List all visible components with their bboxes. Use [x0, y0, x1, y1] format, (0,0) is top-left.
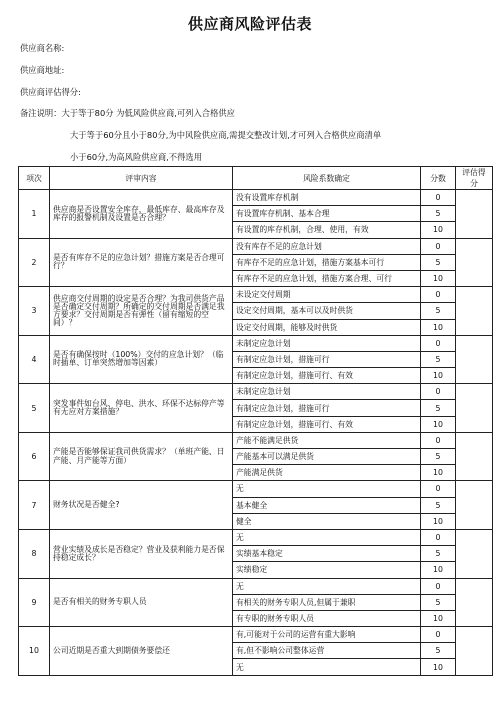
criterion-score: 5 [421, 594, 456, 610]
review-content: 营业实绩及成长是否稳定？营业及获利能力是否保持稳定成长？ [50, 529, 233, 578]
item-number: 5 [19, 384, 50, 433]
table-body [19, 190, 493, 676]
criterion-score: 0 [421, 627, 456, 643]
item-number: 9 [19, 578, 50, 627]
risk-criterion: 未设定交付周期 [233, 287, 421, 303]
criterion-score: 5 [421, 643, 456, 659]
assessment-result-cell[interactable] [456, 287, 493, 336]
criterion-score: 0 [421, 529, 456, 545]
header-item: 评审内容 [50, 167, 233, 190]
table-row [19, 287, 493, 303]
review-content: 产能是否能够保证我司供货需求？（单班产能、日产能、月产能等方面） [50, 432, 233, 481]
review-content: 公司近期是否重大到期债务要偿还 [50, 627, 233, 676]
risk-criterion: 实绩基本稳定 [233, 546, 421, 562]
review-content: 是否有库存不足的应急计划？措施方案是否合理可行？ [50, 238, 233, 287]
risk-criterion: 有相关的财务专职人员,但属于兼职 [233, 594, 421, 610]
item-number: 1 [19, 190, 50, 239]
assessment-result-cell[interactable] [456, 481, 493, 530]
risk-criterion: 无 [233, 481, 421, 497]
criterion-score: 0 [421, 481, 456, 497]
criterion-score: 10 [421, 659, 456, 675]
criterion-score: 5 [421, 400, 456, 416]
criterion-score: 10 [421, 513, 456, 529]
table-row [19, 578, 493, 594]
risk-criterion: 没有库存不足的应急计划 [233, 238, 421, 254]
item-number: 7 [19, 481, 50, 530]
assessment-result-cell[interactable] [456, 627, 493, 676]
risk-criterion: 有制定应急计划，措施可行 [233, 351, 421, 367]
criterion-score: 10 [421, 319, 456, 335]
item-number: 6 [19, 432, 50, 481]
assessment-result-cell[interactable] [456, 432, 493, 481]
criterion-score: 5 [421, 546, 456, 562]
table-row [19, 190, 493, 206]
header-score: 分数 [421, 167, 456, 190]
header-no: 项次 [19, 167, 50, 190]
review-content: 供应商是否设置安全库存，最低库存、最高库存及库存的报警机制及设置是否合理？ [50, 190, 233, 239]
item-number: 8 [19, 529, 50, 578]
risk-criterion: 有库存不足的应急计划，措施方案合理、可行 [233, 270, 421, 286]
criterion-score: 0 [421, 578, 456, 594]
risk-criterion: 无 [233, 659, 421, 675]
risk-criterion: 有制定应急计划，措施可行、有效 [233, 416, 421, 432]
review-content: 是否有确保按时（100%）交付的应急计划？（临时插单、订单突然增加等因素） [50, 335, 233, 384]
header-result: 评估得分 [456, 167, 493, 190]
risk-criterion: 健全 [233, 513, 421, 529]
review-content: 突发事件如台风、停电、洪水、环保不达标停产等有无应对方案措施？ [50, 384, 233, 433]
table-row [19, 384, 493, 400]
criterion-score: 5 [421, 206, 456, 222]
table-row [19, 335, 493, 351]
criterion-score: 5 [421, 254, 456, 270]
risk-criterion: 有,可能对于公司的运营有重大影响 [233, 627, 421, 643]
assessment-result-cell[interactable] [456, 238, 493, 287]
assessment-result-cell[interactable] [456, 190, 493, 239]
criterion-score: 10 [421, 562, 456, 578]
note-line-1: 备注说明：大于等于80分 为低风险供应商,可列入合格供应 [20, 108, 235, 118]
risk-criterion: 设定交付周期，基本可以及时供货 [233, 303, 421, 319]
note-line-3: 小于60分,为高风险供应商,不得选用 [70, 152, 202, 162]
criterion-score: 10 [421, 416, 456, 432]
item-number: 10 [19, 627, 50, 676]
criterion-score: 0 [421, 335, 456, 351]
risk-criterion: 实绩稳定 [233, 562, 421, 578]
criterion-score: 0 [421, 384, 456, 400]
table-row [19, 432, 493, 448]
criterion-score: 10 [421, 222, 456, 238]
risk-criterion: 未制定应急计划 [233, 335, 421, 351]
assessment-result-cell[interactable] [456, 384, 493, 433]
risk-criterion: 设定交付周期，能够及时供货 [233, 319, 421, 335]
risk-criterion: 无 [233, 529, 421, 545]
criterion-score: 0 [421, 190, 456, 206]
criterion-score: 10 [421, 270, 456, 286]
risk-criterion: 未制定应急计划 [233, 384, 421, 400]
assessment-score-label: 供应商评估得分: [20, 87, 81, 97]
criterion-score: 5 [421, 449, 456, 465]
assessment-result-cell[interactable] [456, 335, 493, 384]
assessment-result-cell[interactable] [456, 529, 493, 578]
criterion-score: 5 [421, 497, 456, 513]
risk-criterion: 产能基本可以满足供货 [233, 449, 421, 465]
item-number: 2 [19, 238, 50, 287]
risk-criterion: 没有设置库存机制 [233, 190, 421, 206]
criterion-score: 0 [421, 287, 456, 303]
page-title: 供应商风险评估表 [187, 15, 312, 33]
table-header-row [19, 167, 493, 190]
assessment-result-cell[interactable] [456, 578, 493, 627]
table-row [19, 238, 493, 254]
risk-criterion: 有制定应急计划，措施可行 [233, 400, 421, 416]
review-content: 是否有相关的财务专职人员 [50, 578, 233, 627]
risk-criterion: 产能不能满足供货 [233, 432, 421, 448]
risk-criterion: 有设置的库存机制，合理、使用，有效 [233, 222, 421, 238]
table-row [19, 481, 493, 497]
risk-criterion: 基本健全 [233, 497, 421, 513]
table-row [19, 627, 493, 643]
item-number: 3 [19, 287, 50, 336]
supplier-name-label: 供应商名称: [20, 43, 65, 53]
risk-criterion: 有库存不足的应急计划，措施方案基本可行 [233, 254, 421, 270]
criterion-score: 0 [421, 238, 456, 254]
risk-assessment-table [18, 166, 493, 676]
risk-criterion: 有制定应急计划，措施可行、有效 [233, 368, 421, 384]
risk-criterion: 有设置库存机制、基本合理 [233, 206, 421, 222]
criterion-score: 10 [421, 610, 456, 626]
table-row [19, 529, 493, 545]
review-content: 供应商交付周期的设定是否合理？为我司供货产品是否确定交付周期？所确定的交付周期是否满足我方要求？交付周期是否有弹性（留有缩短的空间）？ [50, 287, 233, 336]
criterion-score: 10 [421, 368, 456, 384]
supplier-address-label: 供应商地址: [20, 65, 65, 75]
criterion-score: 5 [421, 303, 456, 319]
criterion-score: 10 [421, 465, 456, 481]
risk-criterion: 有,但不影响公司整体运营 [233, 643, 421, 659]
risk-criterion: 无 [233, 578, 421, 594]
item-number: 4 [19, 335, 50, 384]
note-line-2: 大于等于60分且小于80分,为中风险供应商,需提交整改计划,才可列入合格供应商清单 [70, 130, 382, 140]
review-content: 财务状况是否健全? [50, 481, 233, 530]
criterion-score: 5 [421, 351, 456, 367]
criterion-score: 0 [421, 432, 456, 448]
risk-criterion: 有专职的财务专职人员 [233, 610, 421, 626]
risk-criterion: 产能满足供货 [233, 465, 421, 481]
header-criteria: 风险系数确定 [233, 167, 421, 190]
